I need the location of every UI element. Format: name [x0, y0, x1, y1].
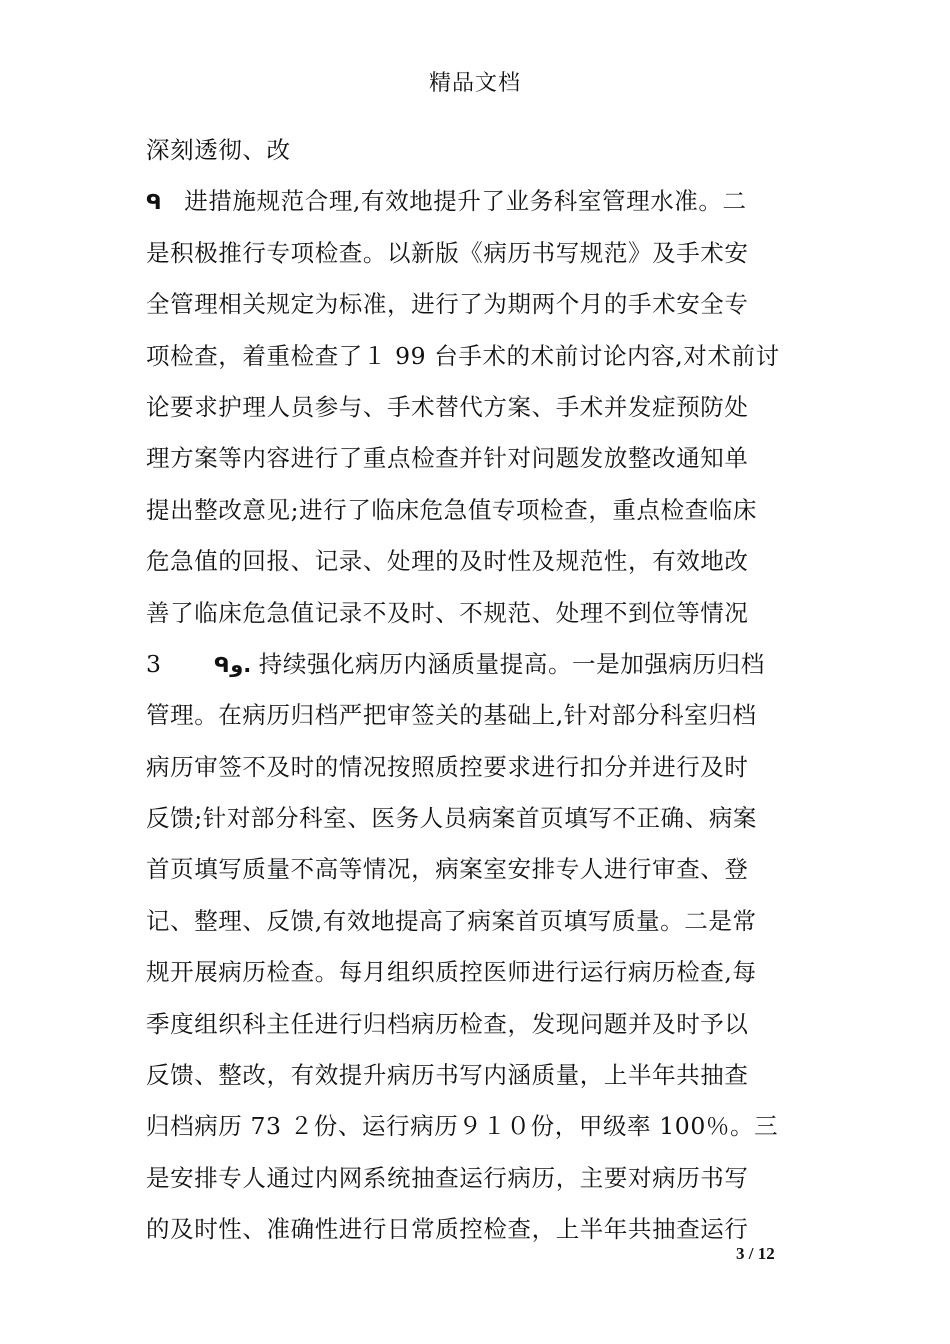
page-number: 3 / 12: [736, 1244, 775, 1263]
text-line: 季度组织科主任进行归档病历检查，发现问题并及时予以: [146, 1009, 749, 1038]
text-line: 深刻透彻、改: [146, 136, 291, 164]
text-line-content: 进措施规范合理,有效地提升了业务科室管理水准。二: [184, 187, 747, 216]
text-line-content: 持续强化病历内涵质量提高。一是加强病历归档: [258, 649, 765, 678]
list-marker: ᑫ: [146, 190, 163, 215]
text-line: 记、整理、反馈,有效地提高了病案首页填写质量。二是常: [146, 906, 757, 935]
text-line: 是安排专人通过内网系统抽查运行病历，主要对病历书写: [146, 1163, 749, 1192]
text-line: 理方案等内容进行了重点检查并针对问题发放整改通知单: [146, 444, 749, 473]
text-line: [146, 642, 826, 693]
text-line: [146, 179, 826, 230]
text-line: 反馈、整改，有效提升病历书写内涵质量，上半年共抽查: [146, 1061, 749, 1090]
text-line: 首页填写质量不高等情况，病案室安排专人进行审查、登: [146, 855, 749, 884]
text-line: 归档病历 73 ２份、运行病历９１０份，甲级率 100％。三: [146, 1112, 779, 1141]
section-number: 3: [146, 649, 162, 678]
text-line: 危急值的回报、记录、处理的及时性及规范性，有效地改: [146, 547, 749, 576]
body-text: [146, 128, 826, 1259]
text-line: 管理。在病历归档严把审签关的基础上,针对部分科室归档: [146, 701, 757, 730]
text-line: 论要求护理人员参与、手术替代方案、手术并发症预防处: [146, 392, 749, 421]
text-line: 是积极推行专项检查。以新版《病历书写规范》及手术安: [146, 238, 749, 267]
text-line: 病历审签不及时的情况按照质控要求进行扣分并进行及时: [146, 752, 749, 781]
text-line: 规开展病历检查。每月组织质控医师进行运行病历检查,每: [146, 958, 757, 987]
page-header-title: 精品文档: [428, 71, 521, 96]
text-line: 提出整改意见;进行了临床危急值专项检查，重点检查临床: [146, 495, 758, 524]
text-line: 全管理相关规定为标准，进行了为期两个月的手术安全专: [146, 290, 749, 319]
text-line: 的及时性、准确性进行日常质控检查，上半年共抽查运行: [146, 1215, 749, 1244]
text-line: 项检查，着重检查了１ 99 台手术的术前讨论内容,对术前讨: [146, 341, 780, 370]
text-line: 反馈;针对部分科室、医务人员病案首页填写不正确、病案: [146, 804, 758, 833]
text-line: 善了临床危急值记录不及时、不规范、处理不到位等情况: [146, 598, 749, 627]
list-marker: ᑫو.: [214, 652, 252, 677]
